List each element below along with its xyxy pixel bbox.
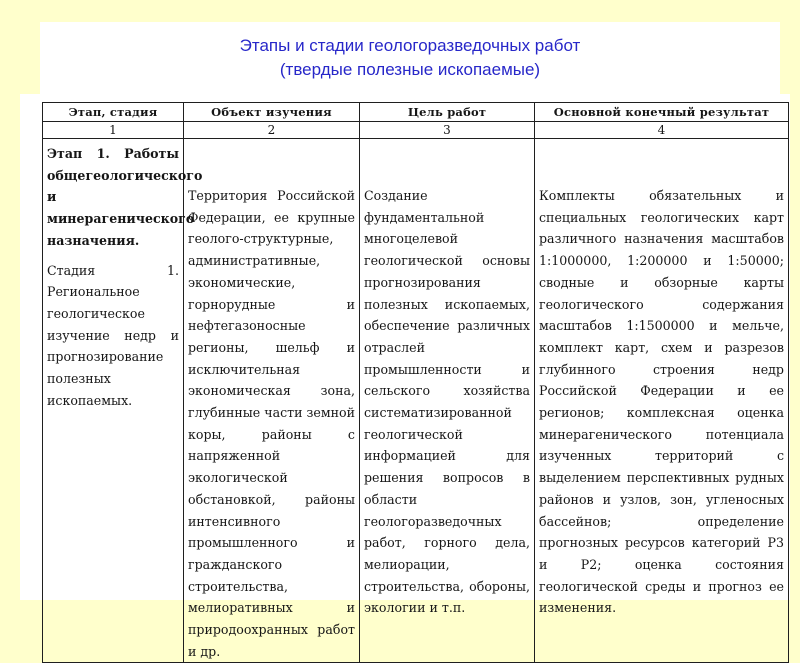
col-number-4: 4 [535,122,789,139]
slide-title: Этапы и стадии геологоразведочных работ [239,36,581,55]
cell-result [535,139,789,663]
col-number-3: 3 [360,122,535,139]
slide-subtitle: (твердые полезные ископаемые) [279,60,541,79]
table-number-row [43,122,789,139]
header-object: Объект изучения [184,103,360,122]
cell-goal [360,139,535,663]
stage-description: Стадия 1. Региональное геологическое изучение недр и прогнозирование полезных ископаемых. [47,262,179,408]
table-header-row [43,103,789,122]
object-text: Территория Российской Федерации, ее крупные геолого-структурные, административные, экономические, горнорудные и нефтегазоносные регионы, шельф и исключительная экономическая зона, глубинные части земной коры, районы с напряженной экологической обстановкой, районы интенсивного промышленного и гражданского строительства, мелиоративных и природоохранных работ и др. [188,188,355,659]
header-stage: Этап, стадия [43,103,184,122]
header-result: Основной конечный результат [535,103,789,122]
table-row [43,139,789,663]
stage-title: Этап 1. Работы общегеологического и минерагенического назначения. [47,146,203,248]
slide [10,10,790,659]
title-box [40,22,780,94]
goal-text: Создание фундаментальной многоцелевой геологической основы прогнозирования полезных ископаемых, обеспечение различных отраслей промышленности и сельского хозяйства систематизированной геологической информацией для решения вопросов в области геологоразведочных работ, горного дела, мелиорации, строительства, обороны, экологии и т.п. [364,188,530,616]
scanned-document [20,94,790,659]
cell-stage [43,139,203,663]
result-text: Комплекты обязательных и специальных геологических карт различного назначения масштабов 1:1000000, 1:200000 и 1:50000; сводные и обзорные карты геологического содержания масштабов 1:1500000 и мельче, комплект карт, схем и разрезов глубинного строения недр Российской Федерации и ее регионов; комплексная оценка минерагенического потенциала изученных территорий с выделением перспективных рудных районов и узлов, зон, угленосных бассейнов; определение прогнозных ресурсов категорий P3 и P2; оценка состояния геологической среды и прогноз ее изменения. [539,188,784,616]
cell-object [184,139,360,663]
header-goal: Цель работ [360,103,535,122]
col-number-2: 2 [184,122,360,139]
stages-table [42,102,789,663]
col-number-1: 1 [43,122,184,139]
